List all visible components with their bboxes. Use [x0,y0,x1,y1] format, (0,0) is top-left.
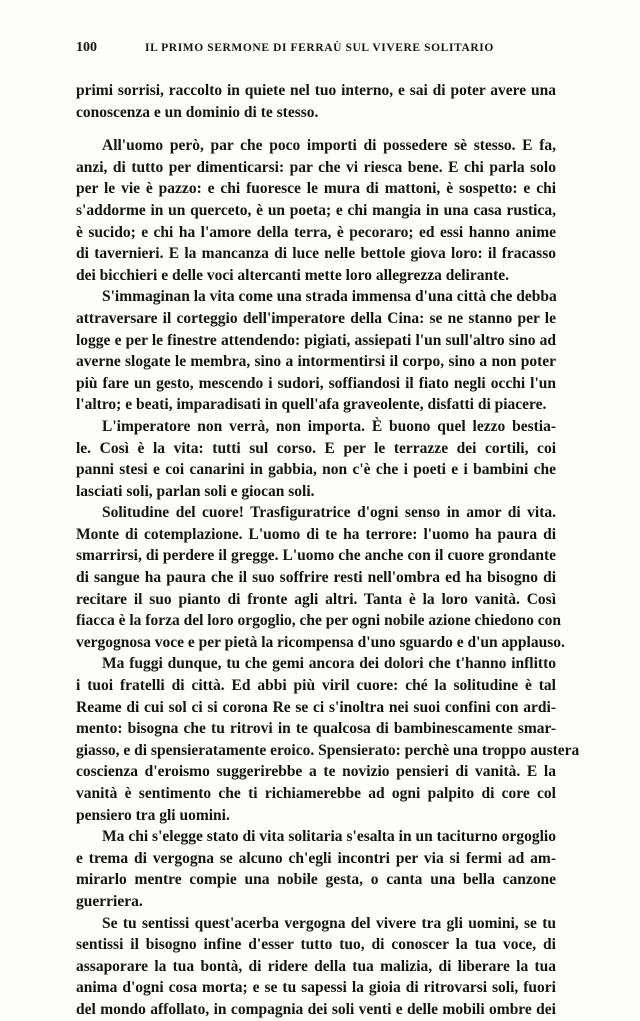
text-line: conoscenza e un dominio di te stesso. [76,103,319,121]
text-line: l'altro; e beati, imparadisati in quell'afa graveolente, disfatti di piacere. [76,396,547,414]
text-line: recitare il suo pianto di fronte agli altri. Tanta è la loro vanità. Così [76,590,556,608]
text-line: smarrirsi, di perdere il gregge. L'uomo che anche con il cuore grondante [76,547,556,565]
text-line: vergognosa voce e per pietà la ricompensa d'uno sguardo e d'un applauso. [76,633,565,651]
text-line: lasciati soli, parlan soli e giocan soli. [76,482,315,500]
text-line: di tavernieri. E la mancanza di luce nelle bettole giova loro: il fracasso [76,245,556,263]
text-line: i tuoi fratelli di città. Ed abbi più viril cuore: ché la solitudine è tal [76,677,556,695]
text-line: di sangue ha paura che il suo soffrire resti nell'ombra ed ha bisogno di [76,569,556,587]
text-line: fiacca è la forza del loro orgoglio, che per ogni nobile azione chiedono con [76,612,562,630]
text-line: e trema di vergogna se alcuno ch'egli incontri per via si fermi ad am- [76,849,556,867]
text-line: s'addorme in un querceto, è un poeta; e chi mangia in una casa rustica, [76,201,556,219]
text-line: mirarlo mentre compie una nobile gesta, o canta una bella canzone [76,871,556,889]
text-line: logge e per le finestre attendendo: pigiati, assiepati l'un sull'altro sino ad [76,331,556,349]
text-line: All'uomo però, par che poco importi di possedere sè stesso. E fa, [102,137,556,155]
text-line: guerriera. [76,892,143,910]
text-line: assaporare la tua bontà, di ridere della tua malizia, di liberare la tua [76,957,556,975]
text-line: pensiero tra gli uomini. [76,806,230,824]
running-title: IL PRIMO SERMONE DI FERRAÙ SUL VIVERE SOLITARIO [145,42,494,54]
text-line: L'imperatore non verrà, non importa. È buono quel lezzo bestia- [102,417,556,435]
text-line: primi sorrisi, raccolto in quiete nel tuo interno, e sai di poter avere una [76,82,556,99]
text-line: è sucido; e chi ha l'amore della terra, è pecoraro; ed essi hanno anime [76,223,556,241]
text-line: più fare un gesto, mescendo i sudori, soffiandosi il fiato negli occhi l'un [76,374,556,392]
paragraph-gap [76,123,556,135]
text-line: sentissi il bisogno infine d'esser tutto tuo, di conoscer la tua voce, di [76,936,556,954]
text-line: del mondo affollato, in compagnia dei soli venti e delle mobili ombre dei [76,1000,556,1018]
body-text [76,80,580,1021]
text-line: Monte di cotemplazione. L'uomo di te ha terrore: l'uomo ha paura di [76,525,556,543]
text-line: Ma fuggi dunque, tu che gemi ancora dei dolori che t'hanno inflitto [102,655,556,673]
text-line: Reame di cui sol ci si corona Re se ci s'inoltra nei suoi confini con ardi- [76,698,556,716]
paragraph [76,286,556,416]
text-line: Solitudine del cuore! Trasfiguratrice d'ogni senso in amor di vita. [102,504,556,522]
text-line: per le vie è pazzo: e chi fuoresce le mura di mattoni, è sospetto: e chi [76,180,556,198]
text-line: Se tu sentissi quest'acerba vergogna del vivere tra gli uomini, se tu [102,914,556,932]
paragraph [76,913,556,1021]
text-line: le. Così è la vita: tutti sul corso. E per le terrazze dei cortili, coi [76,439,556,457]
text-line: coscienza d'eroismo suggerirebbe a te novizio pensieri di vanità. E la [76,763,556,781]
text-line: dei bicchieri e delle voci altercanti mette loro allegrezza delirante. [76,266,509,284]
text-line: mento: bisogna che tu ritrovi in te qualcosa di bambinescamente smar- [76,720,556,738]
paragraph [76,80,556,123]
paragraph [76,135,556,286]
text-line: attraversare il corteggio dell'imperatore della Cina: se ne stanno per le [76,309,556,327]
page-number: 100 [76,40,97,55]
paragraph [76,653,580,826]
text-line: panni stesi e coi canarini in gabbia, non c'è che i poeti e i bambini che [76,461,556,479]
paragraph [76,502,565,653]
text-line: vanità è sentimento che ti richiamerebbe ad ogni palpito di core col [76,785,556,802]
text-line: anima d'ogni cosa morta; e se tu sapessi la gioia di ritrovarsi soli, fuori [76,979,556,997]
text-line: Ma chi s'elegge stato di vita solitaria s'esalta in un taciturno orgoglio [102,828,556,846]
paragraph [76,416,556,502]
paragraph [76,826,556,912]
text-line: giasso, e di spensieratamente eroico. Spensierato: perchè una troppo austera [76,741,580,759]
text-line: S'immaginan la vita come una strada immensa d'una città che debba [102,288,557,306]
text-line: anzi, di tutto per dimenticarsi: par che vi riesca bene. E chi parla solo [76,158,556,176]
text-line: averne slogate le membra, sino a intormentirsi il corpo, sino a non poter [76,353,556,371]
